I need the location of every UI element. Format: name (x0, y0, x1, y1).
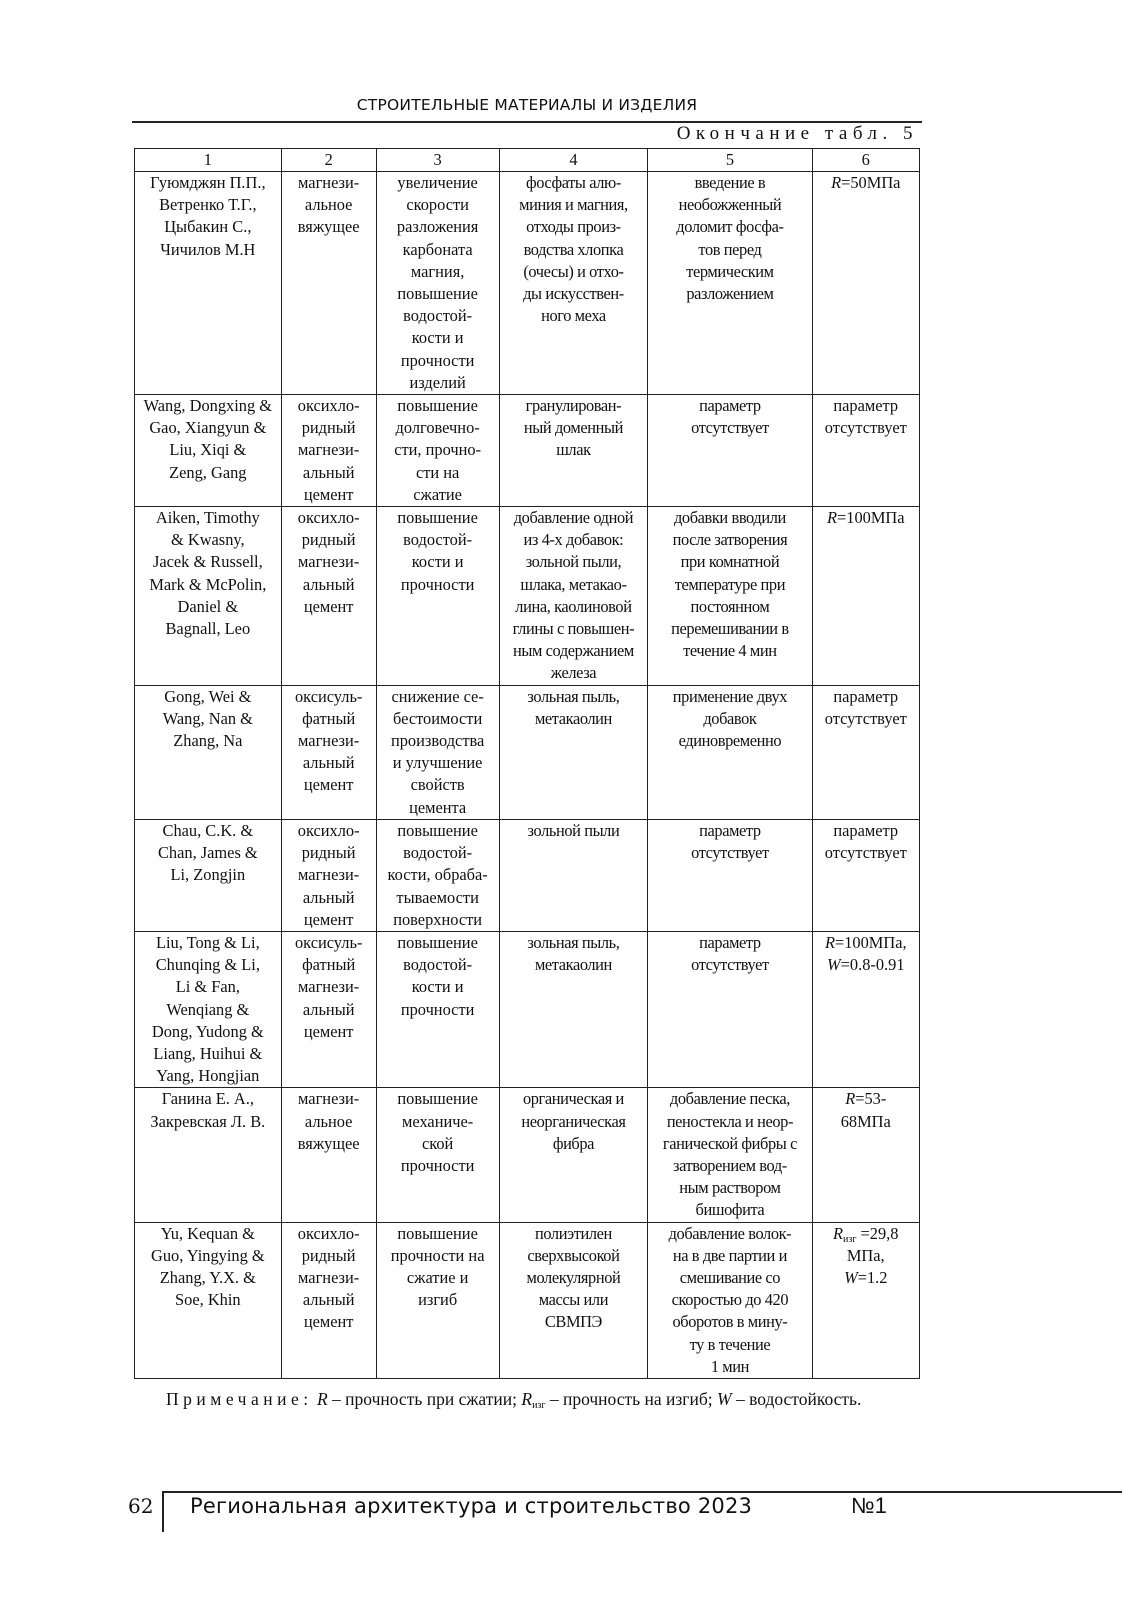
table-body (135, 172, 920, 1379)
modification-goal-cell (376, 1222, 499, 1378)
author-cell (135, 395, 282, 507)
result-number: =100МПа, (834, 932, 907, 952)
author-cell-text: Liu, Tong & Li, Chunqing & Li, Li & Fan, Wenqiang & Dong, Yudong & Liang, Huihui & Yang, Hongjian (151, 932, 264, 1086)
result-value (827, 508, 905, 527)
binder-type-cell (281, 1088, 376, 1222)
author-cell-text: Gong, Wei & Wang, Nan & Zhang, Na (162, 686, 253, 751)
column-number: 4 (499, 149, 648, 172)
note-r-definition: – прочность при сжатии; (327, 1389, 522, 1409)
result-number: =50МПа (841, 173, 901, 192)
method-cell-text: применение двух добавок единовременно (672, 686, 788, 751)
result-symbol: R (831, 173, 842, 192)
binder-type-cell-text: оксисуль- фатный магнези- альный цемент (294, 932, 363, 1041)
note-w-definition: – водостойкость. (731, 1389, 862, 1409)
column-number: 1 (135, 149, 282, 172)
author-cell (135, 1088, 282, 1222)
modification-goal-cell (376, 931, 499, 1087)
column-number: 2 (281, 149, 376, 172)
table-row (135, 685, 920, 819)
result-cell (812, 685, 919, 819)
author-cell (135, 1222, 282, 1378)
note-label: Примечание: (166, 1389, 313, 1409)
method-cell (648, 395, 812, 507)
table-header (135, 149, 920, 172)
method-cell-text: введение в необожженный доломит фосфа- тов перед термическим разложением (676, 173, 784, 304)
author-cell-text: Chau, C.K. & Chan, James & Li, Zongjin (157, 820, 258, 885)
column-number: 3 (376, 149, 499, 172)
table-row (135, 931, 920, 1087)
result-value (841, 1089, 891, 1130)
table-note (134, 1387, 920, 1411)
author-cell (135, 172, 282, 395)
result-symbol: W (827, 955, 841, 975)
author-cell (135, 685, 282, 819)
result-number: =0.8-0.91 (840, 955, 905, 975)
binder-type-cell (281, 819, 376, 931)
method-cell (648, 685, 812, 819)
binder-type-cell (281, 931, 376, 1087)
issue-number: №1 (851, 1493, 887, 1518)
additive-cell (499, 172, 648, 395)
result-cell (812, 931, 919, 1087)
result-number: =53- 68МПа (840, 1089, 891, 1131)
additive-cell (499, 931, 648, 1087)
additive-cell-text: фосфаты алю- миния и магния, отходы произ- водства хлопка (очесы) и отхо- ды искусствен- ного меха (519, 173, 628, 326)
table-row (135, 507, 920, 686)
footer-rule (162, 1491, 1122, 1493)
binder-type-cell (281, 172, 376, 395)
author-cell (135, 931, 282, 1087)
binder-type-cell-text: магнези- альное вяжущее (297, 1089, 360, 1153)
additive-cell-text: зольная пыль, метакаолин (527, 932, 620, 975)
result-symbol: R (845, 1089, 856, 1109)
table-row (135, 172, 920, 395)
result-value (833, 1224, 898, 1287)
data-table (134, 148, 920, 1379)
note-rbend-symbol: R (521, 1389, 533, 1409)
additive-cell (499, 1222, 648, 1378)
author-cell-text: Yu, Kequan & Guo, Yingying & Zhang, Y.X. & Soe, Khin (150, 1223, 265, 1310)
binder-type-cell (281, 685, 376, 819)
method-cell-text: добавление волок- на в две партии и смешивание со скоростью до 420 оборотов в мину- ту в течение 1 мин (668, 1223, 792, 1376)
page-number: 62 (128, 1494, 154, 1518)
additive-cell-text: гранулирован- ный доменный шлак (523, 396, 623, 460)
result-symbol: R (824, 932, 835, 952)
modification-goal-cell-text: повышение водостой- кости, обраба- тываемости поверхности (387, 820, 488, 929)
method-cell-text: добавление песка, пеностекла и неор- ганической фибры с затворением вод- ным раствором бишофита (662, 1089, 797, 1220)
method-cell-text: параметр отсутствует (691, 932, 769, 975)
column-number: 6 (812, 149, 919, 172)
modification-goal-cell-text: снижение се- бестоимости производства и улучшение свойств цемента (390, 686, 485, 817)
result-number: =29,8 МПа, (846, 1223, 899, 1265)
modification-goal-cell-text: повышение водостой- кости и прочности (397, 508, 478, 594)
modification-goal-cell (376, 1088, 499, 1222)
author-cell-text: Гуюмджян П.П., Ветренко Т.Г., Цыбакин С., Чичилов М.Н (150, 173, 266, 259)
additive-cell (499, 819, 648, 931)
binder-type-cell-text: оксихло- ридный магнези- альный цемент (297, 820, 360, 929)
modification-goal-cell (376, 507, 499, 686)
table-row (135, 1088, 920, 1222)
modification-goal-cell-text: повышение долговечно- сти, прочно- сти на сжатие (394, 396, 482, 504)
result-cell (812, 507, 919, 686)
method-cell (648, 819, 812, 931)
result-symbol: W (844, 1267, 858, 1287)
note-r-symbol: R (316, 1389, 328, 1409)
result-cell (812, 395, 919, 507)
binder-type-cell (281, 395, 376, 507)
running-header: СТРОИТЕЛЬНЫЕ МАТЕРИАЛЫ И ИЗДЕЛИЯ (356, 96, 698, 114)
binder-type-cell-text: оксисуль- фатный магнези- альный цемент (294, 686, 363, 795)
result-cell (812, 172, 919, 395)
modification-goal-cell (376, 685, 499, 819)
additive-cell-text: добавление одной из 4-х добавок: зольной пыли, шлака, метакао- лина, каолиновой глины с повышен- ным содержанием железа (512, 508, 635, 683)
table-row (135, 1222, 920, 1378)
result-cell-text: параметр отсутствует (824, 820, 907, 863)
result-symbol: R (833, 1223, 844, 1243)
author-cell-text: Ганина Е. А., Закревская Л. В. (150, 1089, 266, 1131)
table-row (135, 819, 920, 931)
table-caption: Окончание табл. 5 (676, 123, 918, 144)
binder-type-cell-text: оксихло- ридный магнези- альный цемент (297, 396, 360, 504)
method-cell (648, 931, 812, 1087)
author-cell (135, 507, 282, 686)
result-number: =1.2 (857, 1267, 888, 1287)
method-cell (648, 1088, 812, 1222)
binder-type-cell (281, 507, 376, 686)
note-w-symbol: W (716, 1389, 732, 1409)
method-cell (648, 1222, 812, 1378)
column-number: 5 (648, 149, 812, 172)
result-symbol: R (827, 508, 838, 528)
method-cell-text: параметр отсутствует (691, 820, 769, 863)
additive-cell-text: полиэтилен сверхвысокой молекулярной массы или СВМПЭ (526, 1223, 621, 1332)
method-cell-text: параметр отсутствует (691, 396, 769, 438)
result-number: =100МПа (837, 508, 905, 528)
method-cell (648, 507, 812, 686)
journal-title: Региональная архитектура и строительство 2023 (190, 1494, 753, 1518)
footer-corner-line (162, 1491, 164, 1532)
method-cell-text: добавки вводили после затворения при комнатной температуре при постоянном перемешивании в течение 4 мин (671, 508, 789, 661)
table-row (135, 395, 920, 507)
modification-goal-cell-text: повышение механиче- ской прочности (397, 1089, 478, 1175)
method-cell (648, 172, 812, 395)
author-cell-text: Aiken, Timothy & Kwasny, Jacek & Russell, Mark & McPolin, Daniel & Bagnall, Leo (149, 508, 267, 639)
result-cell-text: параметр отсутствует (824, 396, 907, 438)
result-cell (812, 1222, 919, 1378)
additive-cell-text: зольной пыли (527, 820, 620, 840)
author-cell-text: Wang, Dongxing & Gao, Xiangyun & Liu, Xiqi & Zeng, Gang (143, 396, 273, 482)
additive-cell (499, 395, 648, 507)
modification-goal-cell-text: увеличение скорости разложения карбоната магния, повышение водостой- кости и прочности изделий (396, 173, 479, 392)
binder-type-cell-text: магнези- альное вяжущее (297, 173, 360, 237)
binder-type-cell (281, 1222, 376, 1378)
modification-goal-cell (376, 172, 499, 395)
modification-goal-cell (376, 395, 499, 507)
binder-type-cell-text: оксихло- ридный магнези- альный цемент (297, 508, 360, 616)
modification-goal-cell-text: повышение водостой- кости и прочности (397, 932, 478, 1019)
author-cell (135, 819, 282, 931)
additive-cell (499, 507, 648, 686)
additive-cell (499, 685, 648, 819)
result-value (825, 933, 907, 974)
result-cell (812, 1088, 919, 1222)
binder-type-cell-text: оксихло- ридный магнези- альный цемент (297, 1223, 360, 1332)
modification-goal-cell-text: повышение прочности на сжатие и изгиб (390, 1223, 485, 1310)
additive-cell (499, 1088, 648, 1222)
note-rbend-subscript: изг (532, 1400, 546, 1411)
result-value (831, 173, 900, 192)
column-number-row (135, 149, 920, 172)
note-rbend-definition: – прочность на изгиб; (545, 1389, 717, 1409)
result-cell (812, 819, 919, 931)
result-cell-text: параметр отсутствует (824, 686, 907, 728)
additive-cell-text: органическая и неорганическая фибра (521, 1089, 626, 1153)
result-subscript: изг (843, 1233, 857, 1245)
modification-goal-cell (376, 819, 499, 931)
additive-cell-text: зольная пыль, метакаолин (527, 686, 620, 728)
